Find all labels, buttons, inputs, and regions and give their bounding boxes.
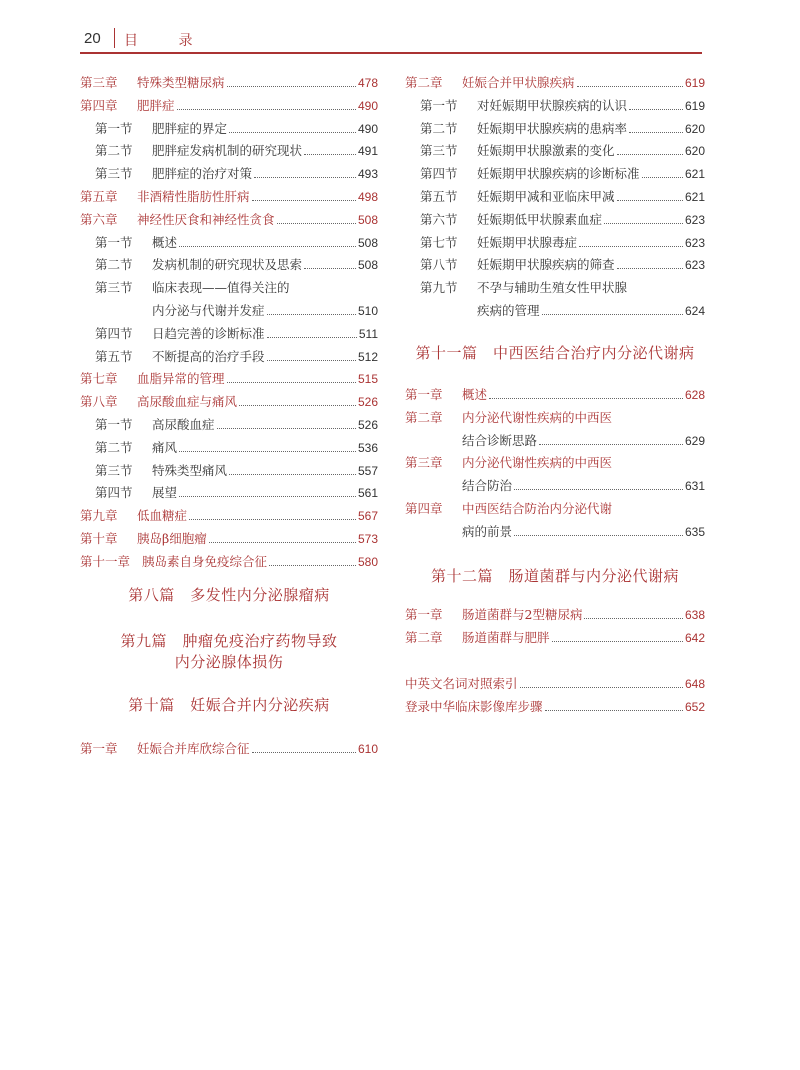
toc-part10-list: [80, 738, 378, 761]
toc-entry-page: 536: [357, 440, 378, 455]
toc-entry-title: 内分泌代谢性疾病的中西医: [462, 409, 613, 425]
toc-section-entry: [405, 232, 705, 255]
toc-entry-page: 491: [357, 144, 378, 159]
toc-entry-title: 肥胖症的界定: [152, 120, 228, 136]
toc-entry-number: 第二章: [405, 75, 443, 90]
toc-entry-title: 结合诊断思路: [462, 432, 538, 448]
toc-dotted-leader: [179, 496, 356, 497]
toc-section-entry: [405, 118, 705, 141]
toc-chapter-entry: [80, 738, 378, 761]
toc-entry-number: 第九章: [80, 508, 118, 524]
toc-entry-title: 对妊娠期甲状腺疾病的认识: [477, 97, 628, 113]
toc-entry-page: 510: [357, 303, 378, 318]
toc-chapter-entry: [405, 384, 705, 407]
toc-dotted-leader: [629, 109, 683, 110]
toc-dotted-leader: [254, 177, 356, 178]
toc-entry-title: 妊娠期甲状腺疾病的诊断标准: [477, 166, 640, 182]
toc-chapter-entry: [405, 452, 705, 475]
toc-dotted-leader: [542, 314, 683, 315]
toc-entry-number: 第一节: [95, 120, 133, 136]
toc-entry-page: 490: [357, 121, 378, 136]
toc-entry-title: 肥胖症发病机制的研究现状: [152, 143, 303, 159]
toc-right-column: [405, 72, 705, 323]
toc-chapter-entry: [405, 604, 705, 627]
toc-entry-page: 624: [684, 303, 705, 318]
toc-entry-number: 第五节: [420, 188, 458, 204]
toc-section-entry: [80, 232, 378, 255]
toc-section-entry: [80, 254, 378, 277]
toc-entry-title: 高尿酸血症: [152, 416, 215, 432]
toc-dotted-leader: [177, 109, 356, 110]
toc-entry-title: 低血糖症: [137, 508, 188, 524]
toc-entry-page: 508: [357, 258, 378, 273]
toc-entry-title: 妊娠期甲状腺激素的变化: [477, 143, 615, 159]
toc-dotted-leader: [252, 200, 356, 201]
toc-chapter-entry: [405, 72, 705, 95]
toc-entry-number: 第二节: [420, 120, 458, 136]
toc-entry-page: 623: [684, 212, 705, 227]
toc-entry-page: 557: [357, 463, 378, 478]
toc-entry-page: 638: [684, 608, 705, 622]
toc-chapter-entry: [80, 551, 378, 574]
toc-entry-number: 第八章: [80, 394, 118, 410]
toc-section-entry: [80, 118, 378, 141]
part11-entries: [405, 384, 705, 544]
toc-entry-title: 中西医结合防治内分泌代谢: [462, 500, 613, 516]
toc-dotted-leader: [514, 489, 683, 490]
toc-entry-title: 特殊类型糖尿病: [137, 75, 225, 90]
toc-left-column: [80, 72, 378, 574]
toc-entry-title: 高尿酸血症与痛风: [137, 394, 238, 410]
toc-entry-number: 第二节: [95, 143, 133, 159]
toc-entry-continuation: [80, 300, 378, 323]
toc-entry-title: 妊娠期甲状腺疾病的患病率: [477, 120, 628, 136]
toc-entry-title: 神经性厌食和神经性贪食: [137, 211, 275, 227]
toc-entry-continuation: [405, 475, 705, 498]
toc-section-entry: [405, 209, 705, 232]
toc-entry-number: 第一章: [405, 607, 443, 622]
toc-entry-number: 第二章: [405, 629, 443, 645]
toc-entry-title: 妊娠期低甲状腺素血症: [477, 211, 603, 227]
toc-entry-page: 493: [357, 167, 378, 182]
toc-section-entry: [80, 277, 378, 300]
part-heading-8: 第八篇 多发性内分泌腺瘤病: [128, 586, 330, 604]
toc-entry-page: 619: [684, 76, 705, 90]
toc-chapter-entry: [80, 186, 378, 209]
back-matter-entries: [405, 673, 705, 719]
toc-entry-number: 第六章: [80, 211, 118, 227]
toc-dotted-leader: [209, 542, 356, 543]
toc-entry-continuation: [405, 521, 705, 544]
toc-entry-title: 妊娠期甲状腺疾病的筛查: [477, 257, 615, 273]
toc-chapter-entry: [80, 368, 378, 391]
toc-dotted-leader: [617, 268, 683, 269]
toc-section-entry: [80, 460, 378, 483]
toc-entry-title: 肥胖症的治疗对策: [152, 166, 253, 182]
toc-section-entry: [80, 482, 378, 505]
toc-entry-title: 妊娠期甲状腺毒症: [477, 234, 578, 250]
part-heading-12: 第十二篇 肠道菌群与内分泌代谢病: [430, 567, 679, 585]
toc-chapter-entry: [80, 209, 378, 232]
toc-back-matter: [405, 673, 705, 719]
header-title: 目 录: [124, 33, 211, 49]
toc-chapter-entry: [80, 72, 378, 95]
toc-chapter-entry: [80, 95, 378, 118]
toc-entry-number: 第十章: [80, 530, 118, 546]
toc-section-entry: [80, 346, 378, 369]
toc-entry-title: 概述: [152, 234, 178, 250]
toc-chapter-entry: [405, 627, 705, 650]
toc-entry-number: 第八节: [420, 257, 458, 273]
toc-dotted-leader: [629, 132, 683, 133]
toc-dotted-leader: [617, 154, 683, 155]
toc-entry-title: 妊娠期甲减和亚临床甲减: [477, 188, 615, 204]
toc-entry-title: 临床表现——值得关注的: [152, 280, 290, 296]
toc-entry-page: 573: [357, 531, 378, 546]
toc-entry-page: 621: [684, 189, 705, 204]
toc-entry-continuation: [405, 430, 705, 453]
toc-dotted-leader: [642, 177, 683, 178]
toc-entry-title: 日趋完善的诊断标准: [152, 325, 265, 341]
toc-chapter-entry: [405, 407, 705, 430]
toc-section-entry: [405, 277, 705, 300]
toc-entry-page: 648: [684, 677, 705, 691]
toc-entry-page: 620: [684, 121, 705, 136]
toc-entry-page: 652: [684, 699, 705, 714]
toc-entry-title: 非酒精性脂肪性肝病: [137, 188, 250, 204]
part-heading-9-line1: 第九篇 肿瘤免疫治疗药物导致: [120, 632, 338, 650]
toc-entry-page: 621: [684, 167, 705, 182]
toc-dotted-leader: [267, 314, 356, 315]
toc-entry-title: 发病机制的研究现状及思索: [152, 257, 303, 273]
toc-dotted-leader: [617, 200, 683, 201]
toc-entry-number: 第三章: [80, 75, 118, 90]
toc-entry-number: 第七节: [420, 234, 458, 250]
toc-entry-title: 病的前景: [462, 523, 513, 539]
toc-section-entry: [80, 414, 378, 437]
page-header: [80, 22, 702, 58]
toc-dotted-leader: [239, 405, 356, 406]
toc-entry-title: 胰岛素自身免疫综合征: [142, 553, 268, 569]
part-heading-11: 第十一篇 中西医结合治疗内分泌代谢病: [415, 344, 695, 362]
toc-entry-number: 第一节: [95, 234, 133, 250]
toc-entry-page: 619: [684, 98, 705, 113]
toc-entry-title: 疾病的管理: [477, 302, 540, 318]
toc-back-matter-entry: [405, 673, 705, 696]
toc-entry-page: 628: [684, 388, 705, 402]
toc-dotted-leader: [552, 641, 683, 642]
toc-dotted-leader: [217, 428, 356, 429]
toc-entry-page: 478: [357, 76, 378, 90]
toc-entry-title: 展望: [152, 485, 178, 501]
toc-entry-title: 肠道菌群与2型糖尿病: [462, 607, 583, 622]
toc-section-entry: [405, 140, 705, 163]
toc-dotted-leader: [267, 360, 356, 361]
toc-entry-page: 635: [684, 524, 705, 539]
toc-entry-number: 第二章: [405, 409, 443, 425]
toc-entry-number: 第四章: [80, 97, 118, 113]
part12-entries: [405, 604, 705, 650]
toc-entry-title: 不孕与辅助生殖女性甲状腺: [477, 280, 628, 296]
toc-chapter-entry: [80, 505, 378, 528]
toc-entry-page: 629: [684, 433, 705, 448]
page-number: 20: [84, 30, 101, 47]
toc-chapter-entry: [405, 498, 705, 521]
toc-dotted-leader: [179, 246, 356, 247]
toc-dotted-leader: [189, 519, 356, 520]
toc-section-entry: [80, 323, 378, 346]
header-separator: [114, 28, 115, 48]
toc-entry-title: 内分泌与代谢并发症: [152, 302, 265, 318]
toc-dotted-leader: [584, 618, 683, 619]
toc-right-list: [405, 72, 705, 323]
toc-entry-number: 第三章: [405, 455, 443, 471]
toc-entry-title: 肥胖症: [137, 97, 175, 113]
toc-entry-number: 第二节: [95, 439, 133, 455]
toc-back-matter-entry: [405, 696, 705, 719]
toc-entry-number: 第四节: [420, 166, 458, 182]
toc-entry-number: 第三节: [95, 280, 133, 296]
toc-entry-page: 580: [357, 554, 378, 569]
toc-entry-title: 胰岛β细胞瘤: [137, 530, 207, 546]
toc-dotted-leader: [579, 246, 683, 247]
toc-entry-continuation: [405, 300, 705, 323]
toc-entry-title: 特殊类型痛风: [152, 462, 228, 478]
toc-entry-page: 567: [357, 509, 378, 524]
header-rule: [80, 52, 702, 54]
toc-entry-title: 不断提高的治疗手段: [152, 348, 265, 364]
toc-dotted-leader: [227, 382, 356, 383]
toc-entry-number: 第三节: [95, 462, 133, 478]
toc-entry-number: 第四节: [95, 325, 133, 341]
toc-entry-title: 内分泌代谢性疾病的中西医: [462, 455, 613, 471]
toc-dotted-leader: [304, 154, 356, 155]
toc-section-entry: [80, 163, 378, 186]
toc-entry-title: 血脂异常的管理: [137, 371, 225, 387]
toc-entry-title: 结合防治: [462, 478, 513, 494]
toc-dotted-leader: [229, 132, 356, 133]
toc-section-entry: [405, 186, 705, 209]
toc-entry-number: 第三节: [95, 166, 133, 182]
toc-entry-page: 610: [357, 742, 378, 756]
toc-entry-page: 508: [357, 235, 378, 250]
toc-entry-number: 第九节: [420, 280, 458, 296]
toc-entry-title: 妊娠合并库欣综合征: [137, 741, 250, 756]
toc-dotted-leader: [229, 474, 356, 475]
toc-entry-number: 第一章: [80, 741, 118, 756]
toc-entry-page: 515: [357, 372, 378, 387]
toc-entry-number: 第二节: [95, 257, 133, 273]
toc-entry-number: 第三节: [420, 143, 458, 159]
toc-entry-number: 第一节: [95, 416, 133, 432]
toc-entry-page: 490: [357, 98, 378, 113]
toc-part11-list: [405, 384, 705, 544]
toc-entry-number: 第四章: [405, 500, 443, 516]
toc-chapter-entry: [80, 528, 378, 551]
toc-dotted-leader: [267, 337, 357, 338]
toc-entry-page: 526: [357, 417, 378, 432]
toc-entry-number: 第五章: [80, 188, 118, 204]
toc-entry-page: 511: [358, 326, 378, 341]
toc-chapter-entry: [80, 391, 378, 414]
toc-entry-title: 概述: [462, 387, 488, 402]
toc-dotted-leader: [577, 86, 683, 87]
toc-dotted-leader: [545, 710, 683, 711]
toc-entry-page: 631: [684, 479, 705, 494]
toc-entry-page: 512: [357, 349, 378, 364]
toc-entry-page: 526: [357, 395, 378, 410]
toc-entry-title: 登录中华临床影像库步骤: [405, 698, 543, 714]
toc-entry-number: 第四节: [95, 485, 133, 501]
toc-entry-page: 498: [357, 189, 378, 204]
toc-entry-number: 第一节: [420, 97, 458, 113]
toc-entry-page: 561: [357, 486, 378, 501]
toc-part12-list: [405, 604, 705, 650]
toc-entry-title: 痛风: [152, 439, 178, 455]
toc-entry-title: 妊娠合并甲状腺疾病: [462, 75, 575, 90]
toc-dotted-leader: [252, 752, 356, 753]
toc-dotted-leader: [304, 268, 356, 269]
toc-dotted-leader: [489, 398, 683, 399]
toc-dotted-leader: [179, 451, 356, 452]
toc-section-entry: [80, 140, 378, 163]
toc-entry-number: 第七章: [80, 371, 118, 387]
toc-entry-number: 第一章: [405, 387, 443, 402]
toc-entry-number: 第五节: [95, 348, 133, 364]
toc-section-entry: [405, 163, 705, 186]
toc-dotted-leader: [269, 565, 356, 566]
part10-entries: [80, 738, 378, 761]
toc-section-entry: [405, 95, 705, 118]
toc-entry-page: 642: [684, 630, 705, 645]
toc-entry-number: 第十一章: [80, 553, 131, 569]
toc-entry-page: 623: [684, 235, 705, 250]
toc-section-entry: [405, 254, 705, 277]
toc-dotted-leader: [514, 535, 683, 536]
part-heading-10: 第十篇 妊娠合并内分泌疾病: [128, 696, 330, 714]
toc-dotted-leader: [539, 444, 683, 445]
toc-entry-page: 623: [684, 258, 705, 273]
part-heading-9-line2: 内分泌腺体损伤: [174, 653, 284, 671]
toc-entry-title: 中英文名词对照索引: [405, 676, 518, 691]
toc-entry-page: 620: [684, 144, 705, 159]
toc-entry-title: 肠道菌群与肥胖: [462, 629, 550, 645]
toc-dotted-leader: [520, 687, 683, 688]
toc-dotted-leader: [227, 86, 356, 87]
toc-dotted-leader: [604, 223, 683, 224]
toc-entry-page: 508: [357, 212, 378, 227]
toc-left-list: [80, 72, 378, 574]
toc-dotted-leader: [277, 223, 356, 224]
toc-section-entry: [80, 437, 378, 460]
toc-entry-number: 第六节: [420, 211, 458, 227]
